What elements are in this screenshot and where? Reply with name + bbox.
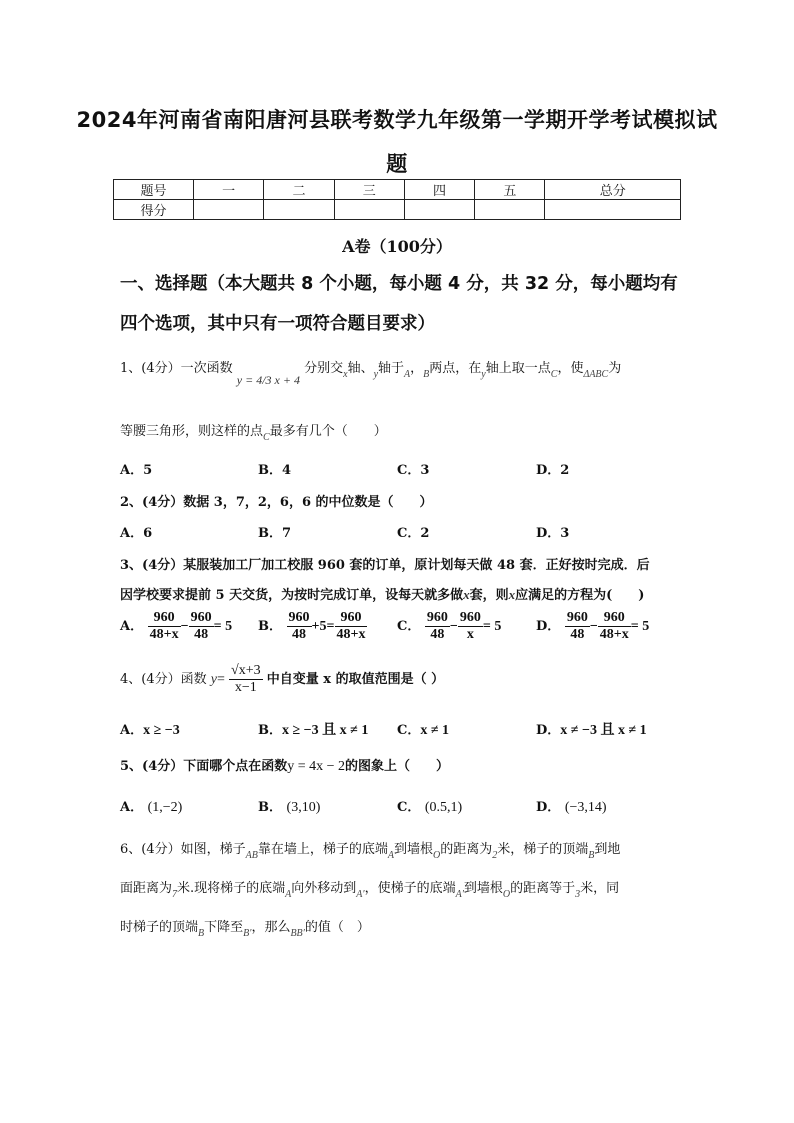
- question-text: 5、(4分）下面哪个点在函数: [120, 759, 288, 774]
- question-text: 靠在墙上，梯子的底端: [257, 842, 388, 857]
- option-b[interactable]: [258, 610, 367, 643]
- fraction: [148, 610, 181, 643]
- question-text: 等腰三角形，则这样的点: [120, 424, 264, 439]
- score-blank[interactable]: [404, 200, 474, 220]
- denominator: 48: [292, 627, 307, 642]
- math-var: BB′: [290, 928, 305, 939]
- denominator: 48: [570, 627, 585, 642]
- math-op: −: [180, 619, 189, 634]
- question-text: 的图象上（ ）: [345, 759, 450, 774]
- table-cell: 得分: [114, 200, 194, 220]
- score-table: [113, 179, 681, 220]
- option-math: x ≠ 1: [420, 723, 450, 738]
- math-var: A′: [455, 889, 464, 900]
- fraction: [335, 610, 368, 643]
- question-text: 两点，在: [429, 361, 482, 376]
- section-heading: 一、选择题（本大题共 8 个小题，每小题 4 分，共 32 分，每小题均有四个选项，其中只有一项符合题目要求）: [120, 274, 678, 334]
- formula: y = 4/3 x + 4: [236, 373, 300, 387]
- question-1-line-2: [120, 420, 387, 443]
- denominator: 48: [194, 627, 209, 642]
- option-math: (−3,14): [564, 800, 607, 815]
- math-op: +5: [311, 619, 327, 634]
- question-text: 套，则: [469, 588, 509, 603]
- math-op: = 5: [213, 619, 233, 634]
- table-cell: 一: [194, 180, 264, 200]
- question-text: 时梯子的顶端: [120, 920, 199, 935]
- question-text: 到地: [594, 842, 621, 857]
- question-text: 最多有几个（ ）: [269, 424, 387, 439]
- option-c[interactable]: [397, 610, 501, 643]
- table-cell: 三: [334, 180, 404, 200]
- option-d[interactable]: D．2: [536, 463, 570, 478]
- math-var: A′: [356, 889, 365, 900]
- question-text: 面距离为: [120, 881, 173, 896]
- option-label: D．: [536, 800, 561, 815]
- denominator: x−1: [234, 680, 257, 695]
- score-blank[interactable]: [264, 200, 334, 220]
- question-3-line-2: [120, 584, 644, 603]
- option-label: C．: [397, 723, 421, 738]
- option-c[interactable]: [397, 719, 449, 739]
- numerator: 960: [598, 610, 631, 627]
- question-text: ，那么: [251, 920, 291, 935]
- question-text: 米，梯子的顶端: [497, 842, 589, 857]
- question-text: 轴上取一点: [485, 361, 551, 376]
- option-math: (1,−2): [147, 800, 183, 815]
- question-text: ，: [410, 361, 424, 376]
- option-a[interactable]: [120, 796, 182, 816]
- question-1: [120, 357, 622, 387]
- question-text: 1、(4分）一次函数: [120, 361, 233, 376]
- option-math: x ≠ −3 且 x ≠ 1: [560, 723, 647, 738]
- score-blank[interactable]: [194, 200, 264, 220]
- option-label: C．: [397, 800, 421, 815]
- denominator: 48+x: [599, 627, 629, 642]
- math-var: O: [432, 850, 441, 861]
- math-var: ΔABC: [583, 369, 609, 380]
- question-text: 轴、: [347, 361, 374, 376]
- question-text: 4、(4分）函数: [120, 672, 207, 687]
- fraction: [287, 610, 312, 643]
- table-cell: 五: [475, 180, 545, 200]
- question-text: 中自变量 x 的取值范围是（ ）: [266, 672, 445, 687]
- option-label: B．: [258, 723, 282, 738]
- numerator: 960: [288, 610, 310, 625]
- fraction: [598, 610, 631, 643]
- table-cell: 二: [264, 180, 334, 200]
- fraction: [229, 663, 263, 696]
- option-b[interactable]: B．4: [258, 463, 292, 478]
- question-text: ，使梯子的底端: [364, 881, 456, 896]
- option-c[interactable]: C．2: [397, 526, 430, 541]
- denominator: 48: [430, 627, 445, 642]
- question-text: 6、(4分）如图，梯子: [120, 842, 246, 857]
- option-label: A．: [120, 619, 144, 634]
- option-b[interactable]: B．7: [258, 526, 292, 541]
- denominator: x: [466, 627, 474, 642]
- option-a[interactable]: [120, 719, 180, 739]
- question-text: 的值（ ）: [304, 920, 370, 935]
- question-5: [120, 755, 449, 775]
- option-math: (3,10): [286, 800, 321, 815]
- option-a[interactable]: A．6: [120, 526, 153, 541]
- option-d[interactable]: [536, 796, 607, 816]
- question-6: [120, 838, 621, 861]
- question-text: 到墙根: [393, 842, 433, 857]
- option-d[interactable]: [536, 719, 647, 739]
- option-d[interactable]: [536, 610, 649, 643]
- option-label: D．: [536, 619, 561, 634]
- question-2: 2、(4分）数据 3，7，2，6，6 的中位数是（ ）: [120, 495, 433, 510]
- question-text: 的距离为: [440, 842, 493, 857]
- formula: y = 4x − 2: [287, 759, 346, 774]
- math-var: x: [508, 587, 516, 602]
- page-title-continued: 题: [386, 152, 408, 176]
- option-c[interactable]: [397, 796, 462, 816]
- option-b[interactable]: [258, 796, 320, 816]
- math-var: A: [387, 850, 394, 861]
- question-4: [120, 663, 444, 696]
- math-var: y: [373, 369, 379, 380]
- numerator: 960: [190, 610, 212, 625]
- numerator: √x+3: [231, 663, 261, 678]
- numerator: 960: [335, 610, 368, 627]
- numerator: 960: [459, 610, 481, 625]
- math-op: = 5: [630, 619, 650, 634]
- question-text: ，使: [557, 361, 584, 376]
- math-var: C: [263, 432, 270, 443]
- score-table-header-row: [114, 180, 681, 200]
- fraction: [189, 610, 214, 643]
- option-d[interactable]: D．3: [536, 526, 570, 541]
- fraction: [425, 610, 450, 643]
- page-title: 2024年河南省南阳唐河县联考数学九年级第一学期开学考试模拟试: [76, 108, 718, 132]
- math-var: AB: [245, 850, 258, 861]
- option-math: (0.5,1): [424, 800, 463, 815]
- question-text: 的距离等于: [510, 881, 576, 896]
- option-math: x ≥ −3 且 x ≠ 1: [282, 723, 369, 738]
- question-3: 3、(4分）某服装加工厂加工校服 960 套的订单，原计划每天做 48 套．正好按时完成．后: [120, 558, 650, 573]
- table-cell: 总分: [545, 180, 681, 200]
- table-cell: 四: [404, 180, 474, 200]
- option-label: B．: [258, 619, 282, 634]
- math-var: C: [550, 369, 558, 380]
- question-text: 为: [608, 361, 622, 376]
- math-op: −: [449, 619, 458, 634]
- option-label: A．: [120, 723, 144, 738]
- option-label: C．: [397, 619, 421, 634]
- score-blank[interactable]: [334, 200, 404, 220]
- question-text: 米，同: [580, 881, 620, 896]
- question-text: 分别交: [304, 361, 344, 376]
- question-text: 下降至: [204, 920, 244, 935]
- math-op: =: [326, 619, 335, 634]
- math-var: y: [481, 369, 486, 380]
- numerator: 960: [148, 610, 181, 627]
- math-var: y: [210, 672, 217, 687]
- math-op: =: [216, 672, 225, 687]
- question-text: 到墙根: [463, 881, 503, 896]
- math-op: = 5: [482, 619, 502, 634]
- option-a[interactable]: [120, 610, 232, 643]
- question-6-line-2: [120, 877, 620, 900]
- question-text: 因学校要求提前 5 天交货，为按时完成订单，设每天就多做: [120, 588, 464, 603]
- option-b[interactable]: [258, 719, 368, 739]
- math-var: O: [502, 889, 511, 900]
- option-a[interactable]: A．5: [120, 463, 153, 478]
- math-var: A: [404, 369, 411, 380]
- math-var: A: [285, 889, 292, 900]
- math-var: B: [198, 928, 205, 939]
- option-label: B．: [258, 800, 282, 815]
- volume-label: A卷（100分）: [342, 237, 452, 256]
- option-c[interactable]: C．3: [397, 463, 430, 478]
- math-var: 3: [575, 889, 581, 900]
- option-label: A．: [120, 800, 144, 815]
- math-var: x: [463, 587, 470, 602]
- math-var: B: [423, 369, 430, 380]
- question-text: 米.现将梯子的底端: [177, 881, 286, 896]
- score-blank[interactable]: [475, 200, 545, 220]
- option-label: D．: [536, 723, 561, 738]
- numerator: 960: [566, 610, 588, 625]
- fraction: [565, 610, 590, 643]
- math-var: B′: [243, 928, 252, 939]
- question-6-line-3: [120, 916, 370, 939]
- question-text: 向外移动到: [291, 881, 357, 896]
- math-var: x: [343, 369, 348, 380]
- option-math: x ≥ −3: [143, 723, 180, 738]
- question-text: 轴于: [378, 361, 405, 376]
- score-blank[interactable]: [545, 200, 681, 220]
- fraction: [458, 610, 483, 643]
- table-cell: 题号: [114, 180, 194, 200]
- numerator: 960: [426, 610, 448, 625]
- denominator: 48+x: [336, 627, 366, 642]
- question-text: 应满足的方程为( ): [515, 588, 645, 603]
- math-var: B: [588, 850, 595, 861]
- denominator: 48+x: [149, 627, 179, 642]
- score-table-score-row: [114, 200, 681, 220]
- math-var: 2: [492, 850, 498, 861]
- math-var: 7: [172, 889, 178, 900]
- math-op: −: [589, 619, 598, 634]
